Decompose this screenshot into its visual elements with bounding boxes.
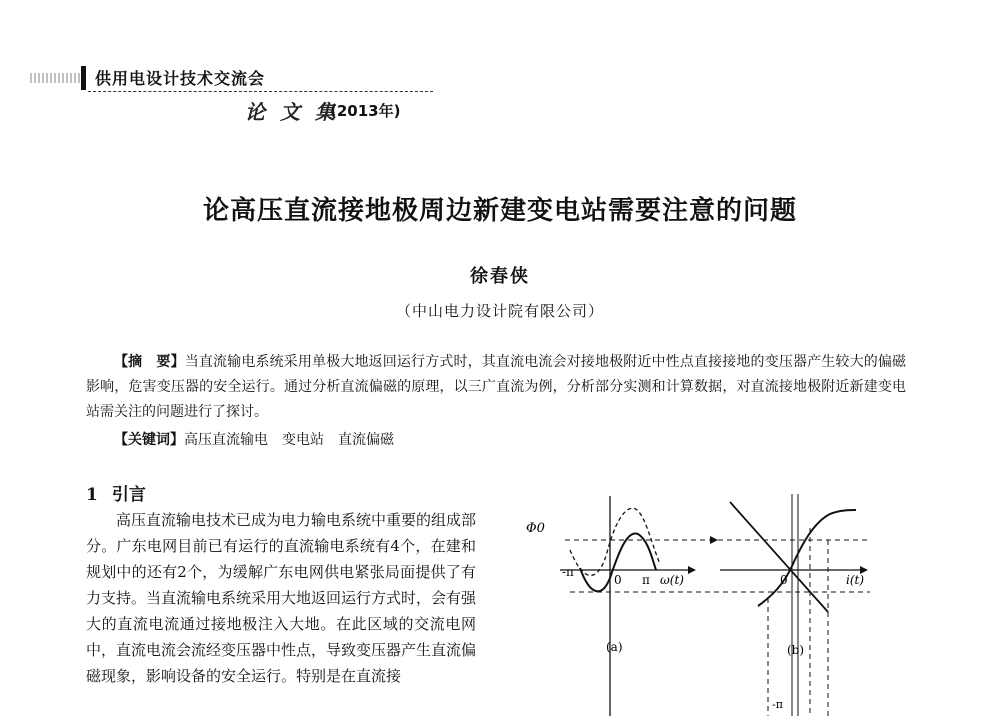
phi0-label: Φ0 — [526, 521, 545, 536]
i-label: i(t) — [846, 573, 865, 587]
keywords-text: 高压直流输电 变电站 直流偏磁 — [184, 432, 394, 448]
load-line — [730, 502, 828, 612]
caption-a: (a) — [606, 640, 623, 654]
header-bar — [81, 66, 86, 90]
abstract — [86, 350, 906, 425]
section-heading — [86, 480, 160, 505]
caption-b: (b) — [787, 643, 805, 657]
conference-name: 供用电设计技术交流会 — [95, 69, 266, 88]
keywords-label: 【关键词】 — [114, 432, 184, 448]
zero-label-a: 0 — [614, 573, 622, 587]
author-affiliation: （中山电力设计院有限公司） — [395, 302, 604, 320]
header-divider — [88, 91, 433, 92]
header-decoration — [30, 73, 80, 83]
figure-svg — [510, 488, 880, 716]
collection-logo: 论 文 集 — [245, 100, 339, 124]
phi0-arrow — [710, 536, 718, 544]
section-title: 引言 — [111, 485, 146, 505]
neg-pi-label-b: -π — [772, 698, 783, 711]
keywords — [114, 428, 394, 453]
paper-author: 徐春侠 — [470, 266, 530, 287]
paper-title: 论高压直流接地极周边新建变电站需要注意的问题 — [202, 196, 797, 226]
zero-label-b: 0 — [780, 573, 788, 587]
section-number: 1 — [86, 485, 98, 505]
collection-year: (2013年) — [330, 102, 401, 120]
figure-dc-bias — [510, 488, 880, 720]
neg-pi-label: -π — [562, 565, 574, 579]
abstract-label: 【摘 要】 — [114, 354, 185, 370]
abstract-text: 当直流输电系统采用单极大地返回运行方式时，其直流电流会对接地极附近中性点直接接地的变压器产生较大的偏磁影响，危害变压器的安全运行。通过分析直流偏磁的原理，以三广直流为例，分析部分实测和计算数据，对直流接地极附近新建变电站需关注的问题进行了探讨。 — [86, 354, 907, 420]
omega-label: ω(t) — [660, 573, 684, 587]
section-paragraph: 高压直流输电技术已成为电力输电系统中重要的组成部分。广东电网目前已有运行的直流输电系统有4个，在建和规划中的还有2个，为缓解广东电网供电紧张局面提供了有力支持。当直流输电系统采用大地返回运行方式时，会有强大的直流电流通过接地极注入大地。在此区域的交流电网中，直流电流会流经变压器中性点，导致变压器产生直流偏磁现象，影响设备的安全运行。特别是在直流接 — [86, 511, 477, 685]
axis-a-arrow — [688, 566, 696, 574]
pi-label: π — [642, 573, 650, 587]
